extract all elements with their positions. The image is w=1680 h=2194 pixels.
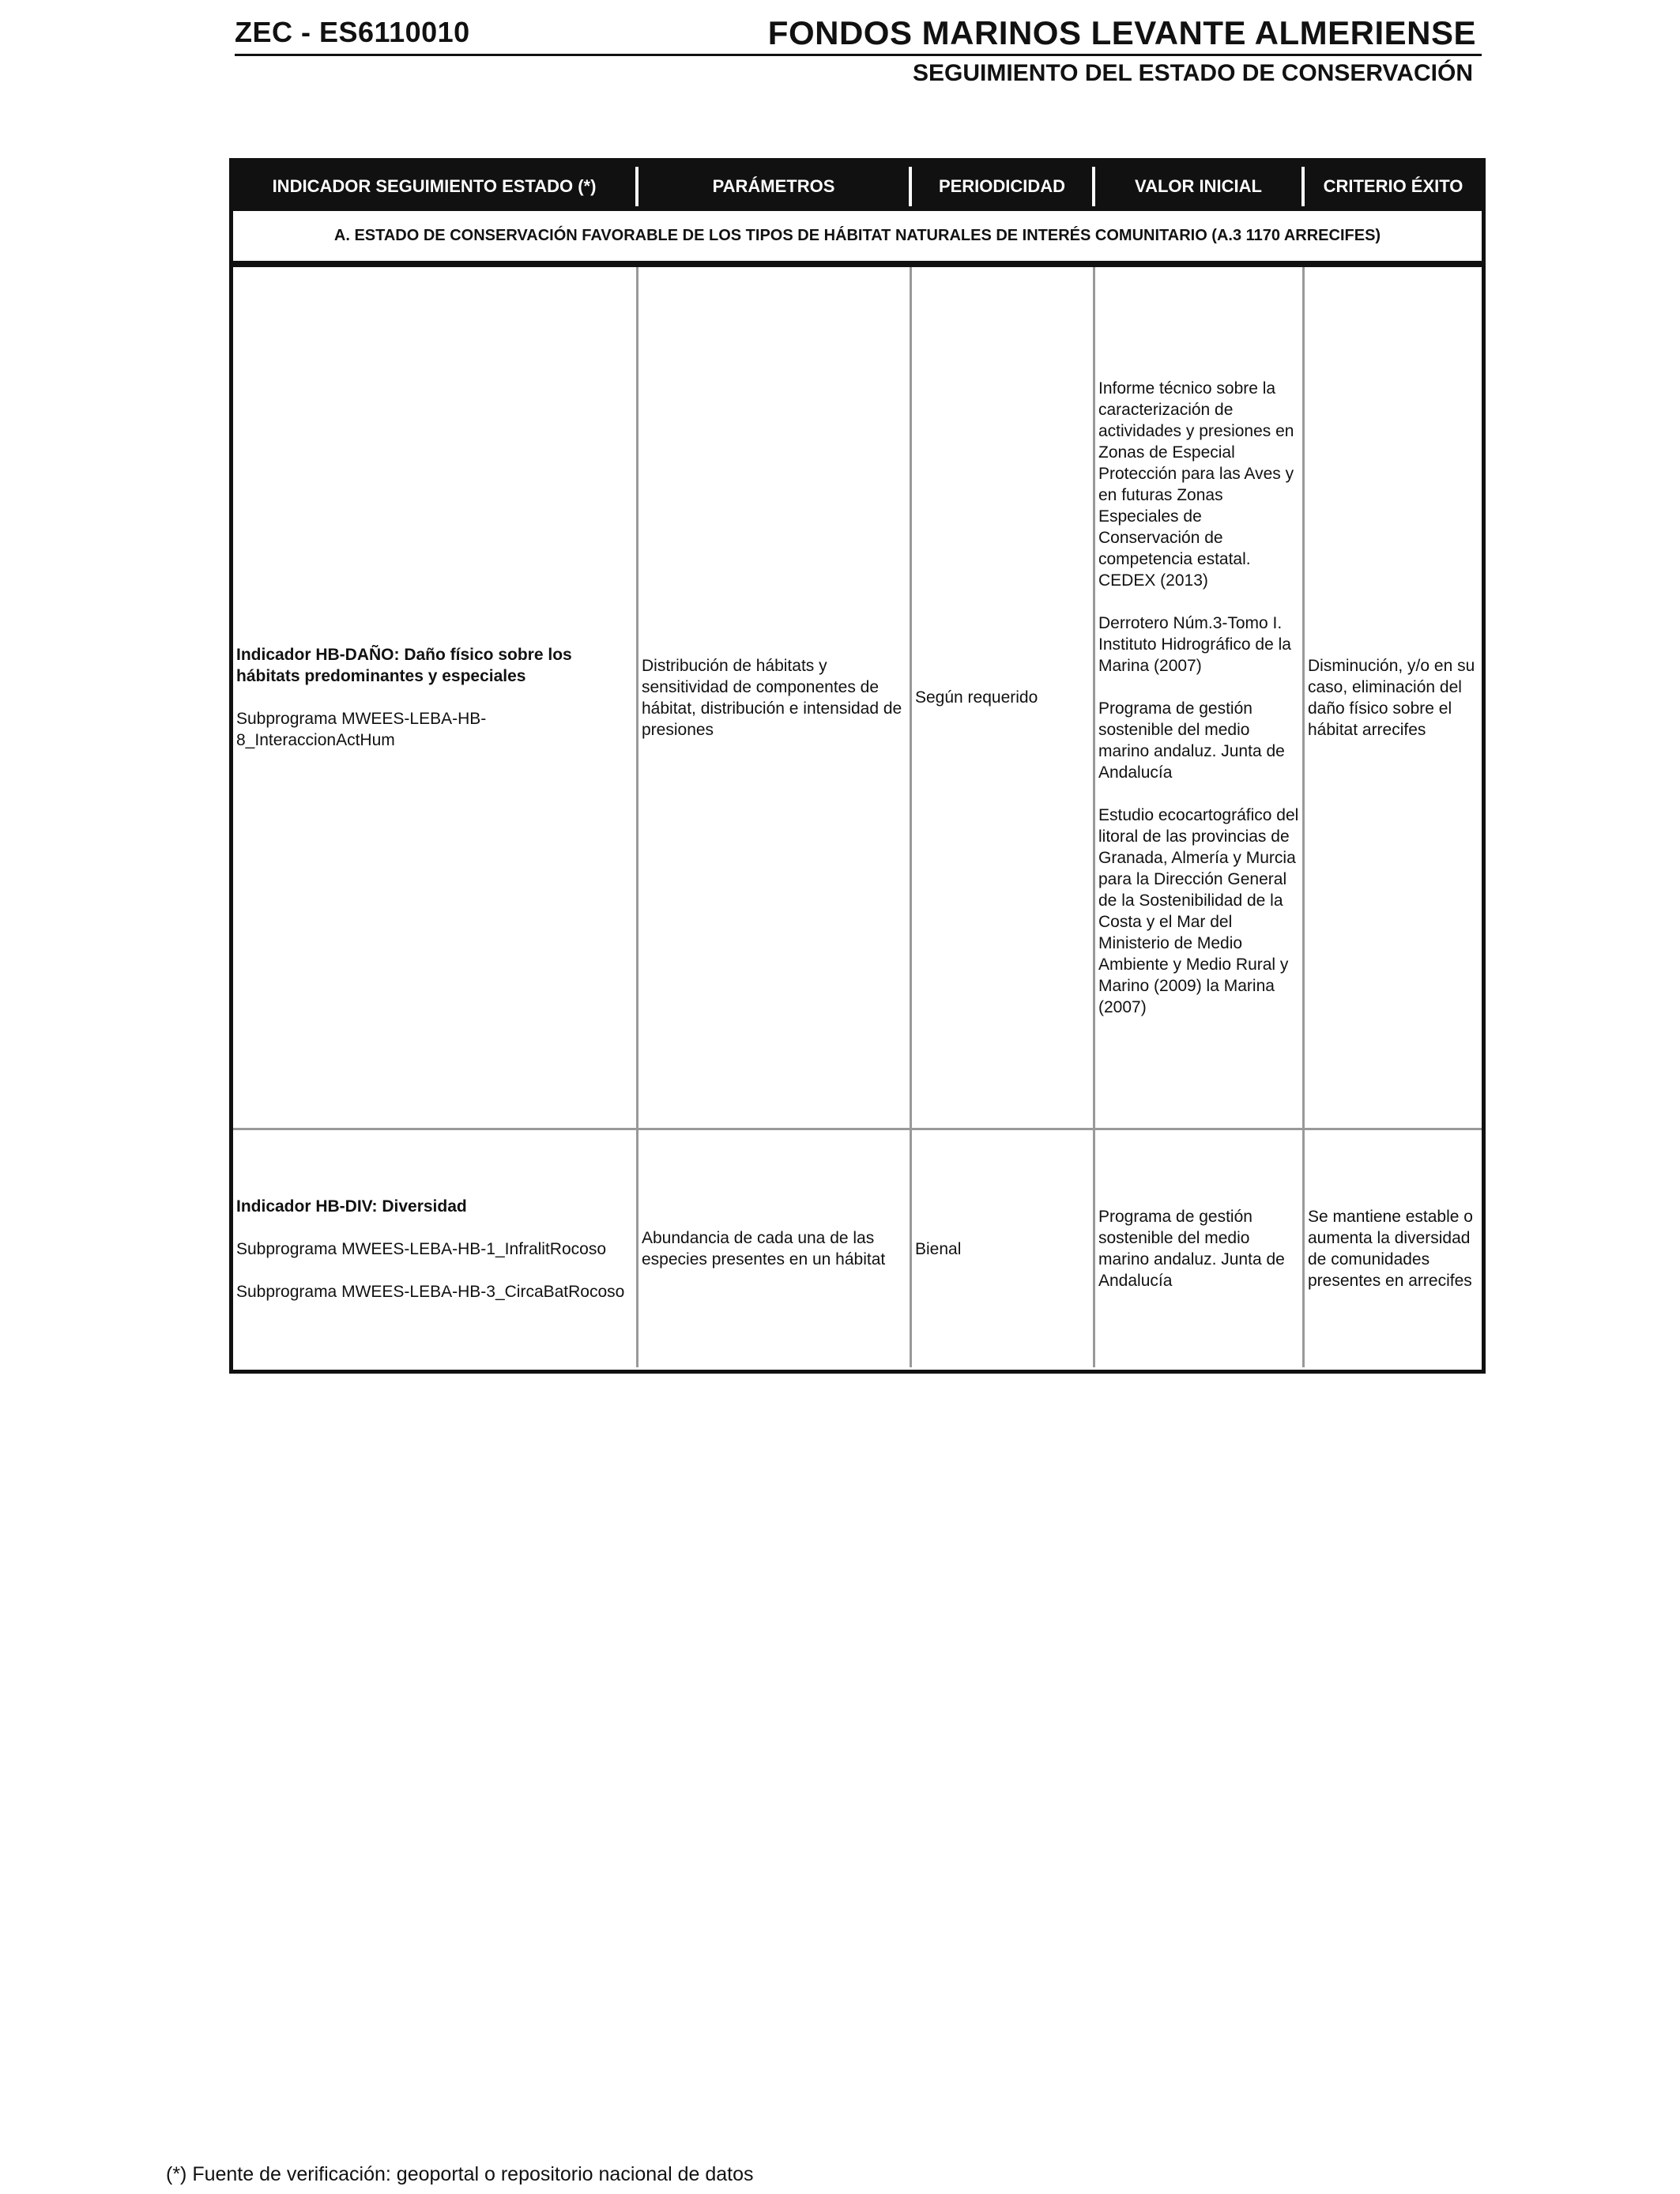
success-criterion-cell — [1305, 267, 1482, 1128]
footnote: (*) Fuente de verificación: geoportal o repositorio nacional de datos — [166, 2163, 754, 2185]
column-header-initial-value: VALOR INICIAL — [1095, 167, 1305, 206]
success-criterion-text: Se mantiene estable o aumenta la diversidad de comunidades presentes en arrecifes — [1308, 1208, 1473, 1290]
initial-value-text: Derrotero Núm.3-Tomo I. Instituto Hidrográfico de la Marina (2007) — [1098, 613, 1291, 675]
table-header — [233, 162, 1482, 211]
initial-value-cell — [1095, 267, 1305, 1128]
success-criterion-text: Disminución, y/o en su caso, eliminación del daño físico sobre el hábitat arrecifes — [1308, 656, 1475, 739]
indicator-subprogram: Subprograma MWEES-LEBA-HB-3_CircaBatRocoso — [236, 1282, 625, 1301]
document-title: FONDOS MARINOS LEVANTE ALMERIENSE — [767, 14, 1476, 51]
initial-value-text: Programa de gestión sostenible del medio marino andaluz. Junta de Andalucía — [1098, 699, 1285, 782]
indicator-cell — [233, 1130, 638, 1367]
indicator-subprogram: Subprograma MWEES-LEBA-HB-8_InteraccionActHum — [236, 710, 487, 749]
initial-value-text: Estudio ecocartográfico del litoral de las provincias de Granada, Almería y Murcia para la Dirección General de la Sostenibilidad de la Costa y el Mar del Ministerio de Medio Ambiente y Medio Rural y Marino (2009) la Marina (2007) — [1098, 805, 1299, 1016]
document-subtitle: SEGUIMIENTO DEL ESTADO DE CONSERVACIÓN — [913, 60, 1473, 86]
periodicity-text: Según requerido — [915, 688, 1038, 707]
success-criterion-cell — [1305, 1130, 1482, 1367]
indicator-cell — [233, 267, 638, 1128]
indicator-title: Indicador HB-DIV: Diversidad — [236, 1197, 467, 1216]
column-header-success-criterion: CRITERIO ÉXITO — [1323, 176, 1463, 196]
parameters-text: Distribución de hábitats y sensitividad de componentes de hábitat, distribución e intensidad de presiones — [642, 656, 902, 739]
column-header-parameters: PARÁMETROS — [638, 167, 912, 206]
section-title: A. ESTADO DE CONSERVACIÓN FAVORABLE DE LOS TIPOS DE HÁBITAT NATURALES DE INTERÉS COMUNITARIO (A.3 1170 ARRECIFES) — [233, 211, 1482, 265]
indicator-title: Indicador HB-DAÑO: Daño físico sobre los hábitats predominantes y especiales — [236, 646, 572, 685]
header-rule — [235, 54, 1482, 56]
column-header-periodicity: PERIODICIDAD — [912, 167, 1095, 206]
monitoring-table — [229, 158, 1486, 1374]
indicator-subprogram: Subprograma MWEES-LEBA-HB-1_InfralitRocoso — [236, 1239, 607, 1258]
initial-value-cell — [1095, 1130, 1305, 1367]
site-code: ZEC - ES6110010 — [235, 16, 470, 48]
initial-value-text: Programa de gestión sostenible del medio marino andaluz. Junta de Andalucía — [1098, 1208, 1285, 1290]
column-header-indicator: INDICADOR SEGUIMIENTO ESTADO (*) — [233, 167, 638, 206]
initial-value-text: Informe técnico sobre la caracterización de actividades y presiones en Zonas de Especial Protección para las Aves y en futuras Zonas Especiales de Conservación de competencia estatal. CEDEX (2013) — [1098, 379, 1294, 590]
periodicity-cell — [912, 267, 1095, 1128]
parameters-text: Abundancia de cada una de las especies presentes en un hábitat — [642, 1229, 886, 1269]
table-row — [233, 1130, 1482, 1367]
parameters-cell — [638, 1130, 912, 1367]
table-row — [233, 265, 1482, 1130]
periodicity-text: Bienal — [915, 1239, 962, 1258]
periodicity-cell — [912, 1130, 1095, 1367]
parameters-cell — [638, 267, 912, 1128]
